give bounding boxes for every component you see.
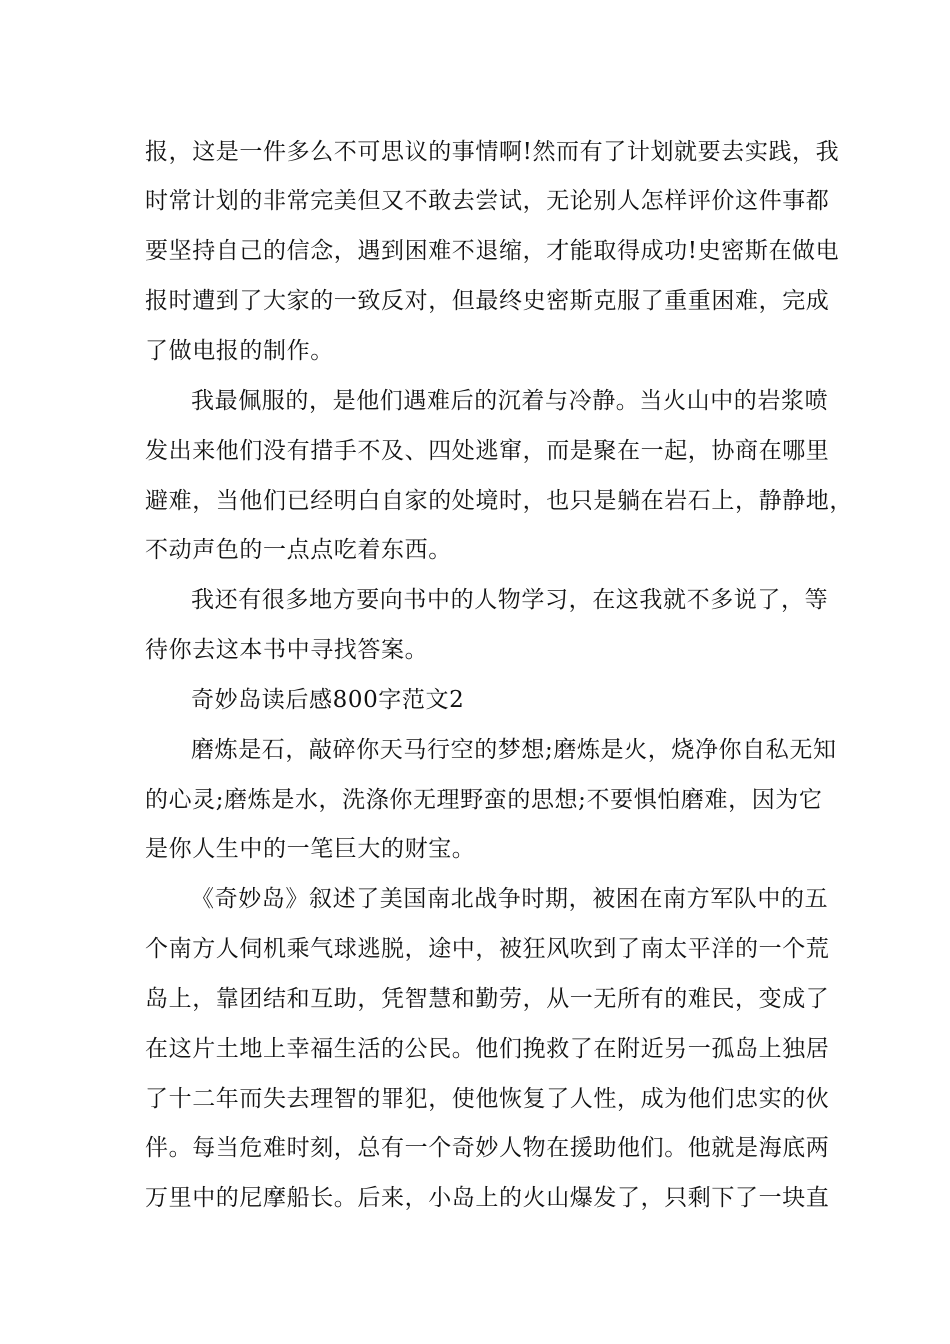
text-line: 了做电报的制作。	[145, 338, 334, 364]
text-line: 发出来他们没有措手不及、四处逃窜，而是聚在一起，协商在哪里	[145, 438, 830, 464]
text-line: 报，这是一件多么不可思议的事情啊!然而有了计划就要去实践，我	[145, 139, 840, 165]
text-line: 我还有很多地方要向书中的人物学习，在这我就不多说了，等	[191, 587, 829, 613]
section-heading: 奇妙岛读后感800字范文2	[191, 687, 465, 713]
text-line: 岛上，靠团结和互助，凭智慧和勤劳，从一无所有的难民，变成了	[145, 986, 830, 1012]
text-line: 伴。每当危难时刻，总有一个奇妙人物在援助他们。他就是海底两	[145, 1135, 830, 1161]
text-line: 万里中的尼摩船长。后来，小岛上的火山爆发了，只剩下了一块直	[145, 1185, 830, 1211]
text-line: 我最佩服的，是他们遇难后的沉着与冷静。当火山中的岩浆喷	[191, 388, 829, 414]
text-line: 在这片土地上幸福生活的公民。他们挽救了在附近另一孤岛上独居	[145, 1036, 830, 1062]
text-line: 时常计划的非常完美但又不敢去尝试，无论别人怎样评价这件事都	[145, 188, 830, 214]
text-line: 要坚持自己的信念，遇到困难不退缩，才能取得成功!史密斯在做电	[145, 238, 840, 264]
text-line: 个南方人伺机乘气球逃脱，途中，被狂风吹到了南太平洋的一个荒	[145, 936, 830, 962]
text-line: 避难，当他们已经明白自家的处境时，也只是躺在岩石上，静静地，	[145, 488, 853, 514]
text-line: 了十二年而失去理智的罪犯，使他恢复了人性，成为他们忠实的伙	[145, 1086, 830, 1112]
text-line: 磨炼是石，敲碎你天马行空的梦想;磨炼是火，烧净你自私无知	[191, 737, 837, 763]
text-line: 是你人生中的一笔巨大的财宝。	[145, 836, 476, 862]
text-line: 不动声色的一点点吃着东西。	[145, 537, 452, 563]
text-line: 报时遭到了大家的一致反对，但最终史密斯克服了重重困难，完成	[145, 288, 830, 314]
text-line: 的心灵;磨炼是水，洗涤你无理野蛮的思想;不要惧怕磨难，因为它	[145, 787, 823, 813]
text-line: 《奇妙岛》叙述了美国南北战争时期，被困在南方军队中的五	[191, 886, 829, 912]
text-line: 待你去这本书中寻找答案。	[145, 637, 429, 663]
